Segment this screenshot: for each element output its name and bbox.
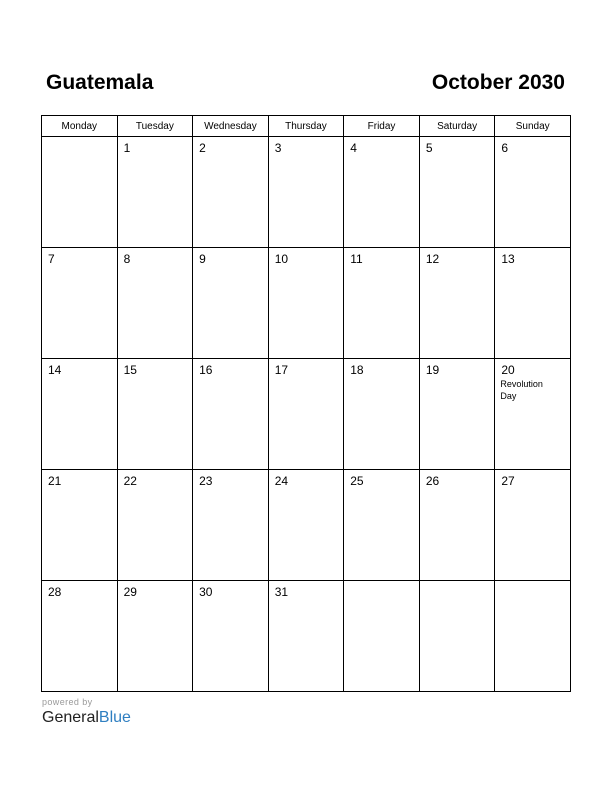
week-row (42, 359, 571, 470)
day-number: 4 (350, 141, 357, 155)
day-cell (344, 581, 420, 692)
weekday-monday: Monday (42, 116, 118, 137)
day-number: 13 (501, 252, 515, 266)
day-cell (117, 248, 193, 359)
day-number: 22 (123, 474, 137, 488)
day-cell (117, 137, 193, 248)
day-cell (42, 137, 118, 248)
day-number: 20 (501, 363, 515, 377)
day-cell (42, 581, 118, 692)
country-title: Guatemala (46, 71, 154, 94)
calendar-grid (41, 115, 571, 692)
day-cell (117, 470, 193, 581)
day-cell (419, 137, 495, 248)
day-cell (344, 248, 420, 359)
day-cell (42, 248, 118, 359)
day-number: 27 (501, 474, 515, 488)
day-number: 6 (501, 141, 509, 155)
day-number: 28 (48, 585, 62, 599)
day-number: 17 (274, 363, 289, 377)
weekday-saturday: Saturday (419, 116, 495, 137)
day-number: 18 (350, 363, 364, 377)
day-number: 5 (425, 141, 433, 155)
month-title: October 2030 (431, 71, 565, 94)
day-cell (117, 359, 193, 470)
weekday-tuesday: Tuesday (117, 116, 193, 137)
day-cell (495, 248, 571, 359)
day-number: 24 (274, 474, 289, 488)
day-number: 2 (199, 141, 206, 155)
day-number: 8 (123, 252, 131, 266)
day-cell (193, 581, 269, 692)
day-number (344, 581, 419, 585)
day-number: 16 (199, 363, 213, 377)
day-number: 1 (123, 141, 131, 155)
day-number: 7 (48, 252, 55, 266)
day-cell (268, 137, 344, 248)
week-row (42, 581, 571, 692)
holiday-label: Revolution Day (500, 379, 543, 401)
day-cell (268, 359, 344, 470)
day-cell (193, 470, 269, 581)
day-number: 11 (350, 252, 363, 266)
day-number (495, 581, 570, 585)
day-cell (419, 470, 495, 581)
day-number (420, 581, 495, 585)
weekday-friday: Friday (344, 116, 420, 137)
week-row (42, 137, 571, 248)
day-cell (117, 581, 193, 692)
day-cell (268, 248, 344, 359)
day-number: 30 (199, 585, 213, 599)
day-cell (42, 359, 118, 470)
powered-by-text: powered by (42, 697, 93, 707)
day-cell (42, 470, 118, 581)
day-number: 19 (425, 363, 440, 377)
day-number: 31 (274, 585, 289, 599)
day-cell-holiday (495, 359, 571, 470)
day-cell (495, 581, 571, 692)
day-number (42, 137, 117, 141)
day-cell (419, 581, 495, 692)
day-number: 14 (48, 363, 62, 377)
brand-logo[interactable] (42, 708, 131, 728)
day-cell (419, 359, 495, 470)
weekday-header-row (42, 116, 571, 137)
day-cell (193, 137, 269, 248)
day-number: 9 (199, 252, 206, 266)
day-cell (193, 248, 269, 359)
weekday-sunday: Sunday (495, 116, 571, 137)
day-number: 15 (123, 363, 137, 377)
day-number: 3 (274, 141, 282, 155)
day-cell (495, 137, 571, 248)
week-row (42, 248, 571, 359)
day-number: 29 (123, 585, 137, 599)
brand-blue-text: Blue (98, 709, 131, 726)
day-number: 21 (48, 474, 62, 488)
footer-branding (42, 697, 131, 728)
day-number: 10 (274, 252, 289, 266)
day-cell (268, 470, 344, 581)
brand-general-text: General (42, 709, 99, 726)
day-cell (344, 137, 420, 248)
day-number: 25 (350, 474, 364, 488)
day-cell (193, 359, 269, 470)
day-cell (344, 470, 420, 581)
day-cell (344, 359, 420, 470)
day-number: 12 (425, 252, 440, 266)
day-number: 23 (199, 474, 213, 488)
day-cell (495, 470, 571, 581)
day-cell (419, 248, 495, 359)
weekday-wednesday: Wednesday (193, 116, 269, 137)
day-cell (268, 581, 344, 692)
day-number: 26 (425, 474, 440, 488)
weekday-thursday: Thursday (268, 116, 344, 137)
week-row (42, 470, 571, 581)
